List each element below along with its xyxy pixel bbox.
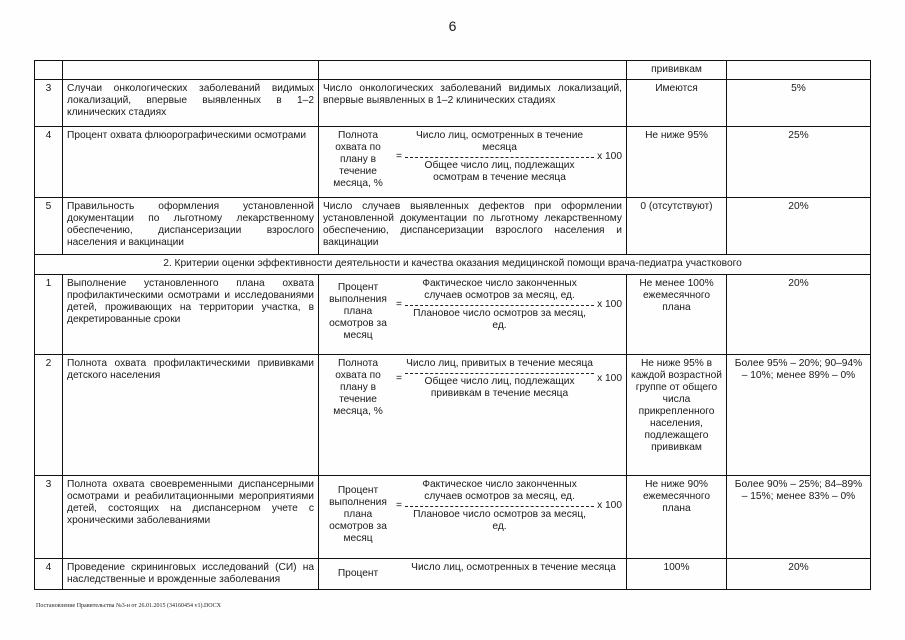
formula-denominator: Плановое число осмотров за месяц, ед. — [413, 509, 586, 532]
criterion-cell: Процент охвата флюорографическими осмотрами — [63, 127, 319, 198]
weight-cell: 20% — [727, 198, 871, 255]
weight-cell: Более 90% – 25%; 84–89% – 15%; менее 83% – 0% — [727, 476, 871, 559]
formula-label: Процент выполнения плана осмотров за месяц — [329, 485, 387, 544]
norm-cell: 0 (отсутствуют) — [627, 198, 727, 255]
table-row — [35, 559, 871, 590]
formula-cell: Число онкологических заболеваний видимых локализаций, впервые выявленных в 1–2 клинических стадиях — [319, 80, 627, 127]
formula-cell — [319, 127, 627, 198]
row-number: 4 — [35, 559, 63, 590]
weight-cell: Более 95% – 20%; 90–94% – 10%; менее 89% – 0% — [727, 355, 871, 476]
weight-cell: 5% — [727, 80, 871, 127]
formula-multiplier: х 100 — [597, 299, 622, 310]
fraction-line — [405, 305, 594, 306]
table-row — [35, 476, 871, 559]
row-number: 1 — [35, 275, 63, 355]
formula-label: Процент выполнения плана осмотров за месяц — [329, 282, 387, 341]
table-row — [35, 61, 871, 80]
formula-cell — [319, 559, 627, 590]
criteria-table — [34, 60, 871, 590]
formula-multiplier: х 100 — [597, 373, 622, 384]
formula-equals: = — [396, 373, 402, 384]
weight-cell: 25% — [727, 127, 871, 198]
criterion-cell: Полнота охвата своевременными диспансерными осмотрами и реабилитационными мероприятиями детей, состоящих на диспансерном учете с хроническими заболеваниями — [63, 476, 319, 559]
formula-equals: = — [396, 299, 402, 310]
formula-label: Полнота охвата по плану в течение месяца, % — [333, 358, 383, 417]
norm-cell: Не ниже 95% — [627, 127, 727, 198]
criterion-cell: Проведение скрининговых исследований (СИ) на наследственные и врожденные заболевания — [63, 559, 319, 590]
row-number: 3 — [35, 80, 63, 127]
formula-cell: Число случаев выявленных дефектов при оформлении установленной документации по льготному лекарственному обеспечению, диспансеризации взрослого населения и вакцинации — [319, 198, 627, 255]
formula-cell — [319, 476, 627, 559]
formula-cell — [319, 355, 627, 476]
table-row — [35, 275, 871, 355]
fraction-line — [405, 373, 594, 374]
formula-numerator: Фактическое число законченных случаев осмотров за месяц, ед. — [422, 278, 577, 301]
weight-cell: 20% — [727, 559, 871, 590]
formula-denominator: Плановое число осмотров за месяц, ед. — [413, 308, 586, 331]
fraction-line — [405, 157, 594, 158]
row-number: 5 — [35, 198, 63, 255]
table-row — [35, 255, 871, 275]
document-footer: Постановление Правительства №3-н от 26.01.2015 (34160454 v1).DOCX — [36, 603, 221, 609]
norm-cell: прививкам — [627, 61, 727, 80]
formula-multiplier: х 100 — [597, 500, 622, 511]
table-row — [35, 127, 871, 198]
formula-numerator: Число лиц, привитых в течение месяца — [406, 358, 593, 369]
row-number: 4 — [35, 127, 63, 198]
norm-cell: Не ниже 90% ежемесячного плана — [627, 476, 727, 559]
table-row — [35, 198, 871, 255]
formula-denominator: Общее число лиц, подлежащих осмотрам в течение месяца — [424, 160, 575, 183]
criterion-cell: Выполнение установленного плана охвата профилактическими осмотрами и исследованиями детей, проживающих на территории участка, в декретированные сроки — [63, 275, 319, 355]
formula-equals: = — [396, 500, 402, 511]
criterion-cell: Правильность оформления установленной документации по льготному лекарственному обеспечению, диспансеризации взрослого населения и вакцинации — [63, 198, 319, 255]
table-row — [35, 80, 871, 127]
norm-cell: 100% — [627, 559, 727, 590]
criterion-cell: Случаи онкологических заболеваний видимых локализаций, впервые выявленных в 1–2 клинических стадиях — [63, 80, 319, 127]
norm-cell: Не ниже 95% в каждой возрастной группе от общего числа прикрепленного населения, подлежащего прививкам — [627, 355, 727, 476]
fraction-line — [405, 506, 594, 507]
row-number: 2 — [35, 355, 63, 476]
section-title: 2. Критерии оценки эффективности деятельности и качества оказания медицинской помощи врача-педиатра участкового — [35, 255, 871, 275]
row-number: 3 — [35, 476, 63, 559]
formula-label: Полнота охвата по плану в течение месяца, % — [333, 130, 383, 189]
norm-cell: Имеются — [627, 80, 727, 127]
formula-cell — [319, 275, 627, 355]
criterion-cell: Полнота охвата профилактическими прививками детского населения — [63, 355, 319, 476]
table-row — [35, 355, 871, 476]
page-number: 6 — [448, 18, 457, 34]
formula-numerator: Фактическое число законченных случаев осмотров за месяц, ед. — [422, 479, 577, 502]
norm-cell: Не менее 100% ежемесячного плана — [627, 275, 727, 355]
formula-numerator: Число лиц, осмотренных в течение месяца — [411, 562, 616, 573]
formula-label: Процент — [337, 568, 379, 579]
weight-cell: 20% — [727, 275, 871, 355]
formula-numerator: Число лиц, осмотренных в течение месяца — [416, 130, 584, 153]
formula-equals: = — [396, 151, 402, 162]
formula-denominator: Общее число лиц, подлежащих прививкам в течение месяца — [424, 376, 575, 399]
formula-multiplier: х 100 — [597, 151, 622, 162]
